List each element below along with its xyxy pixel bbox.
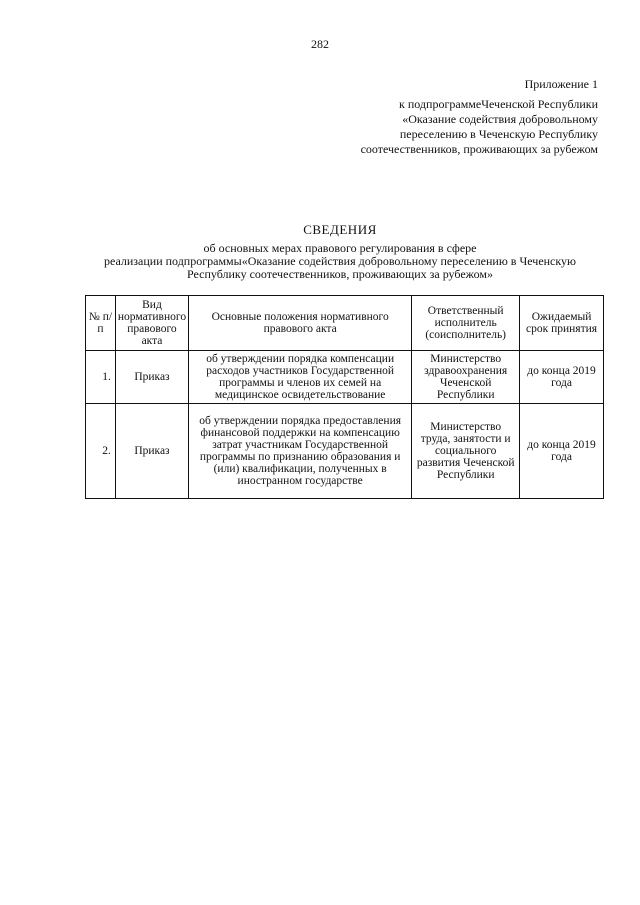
header-executor: Ответственный исполнитель (соисполнитель) <box>412 296 520 351</box>
table-header-row <box>86 296 604 351</box>
cell-number: 2. <box>86 404 116 499</box>
document-subtitle-line: об основных мерах правового регулирования в сфере <box>203 241 477 255</box>
document-title: СВЕДЕНИЯ <box>303 222 377 237</box>
appendix-title: Приложение 1 <box>524 77 598 91</box>
appendix-line: переселению в Чеченскую Республику <box>399 127 598 141</box>
page-number: 282 <box>311 37 329 51</box>
measures-table <box>85 295 604 499</box>
document-subtitle-line: Республику соотечественников, проживающих за рубежом» <box>186 267 494 281</box>
header-number: № п/п <box>86 296 116 351</box>
table-row <box>86 351 604 404</box>
cell-executor: Министерство труда, занятости и социального развития Чеченской Республики <box>412 404 520 499</box>
appendix-line: к подпрограммеЧеченской Республики <box>399 97 598 111</box>
appendix-block <box>361 77 598 157</box>
table-row <box>86 404 604 499</box>
cell-deadline: до конца 2019 года <box>520 404 604 499</box>
document-heading <box>0 222 640 281</box>
appendix-line: соотечественников, проживающих за рубежом <box>360 142 598 156</box>
cell-provisions: об утверждении порядка компенсации расходов участников Государственной программы и членов их семей на медицинское освидетельствование <box>189 351 412 404</box>
cell-act-type: Приказ <box>115 404 188 499</box>
header-provisions: Основные положения нормативного правового акта <box>189 296 412 351</box>
appendix-line: «Оказание содействия добровольному <box>402 112 598 126</box>
cell-provisions: об утверждении порядка предоставления финансовой поддержки на компенсацию затрат участникам Государственной программы по признанию образования и (или) квалификации, полученных в иностранном государстве <box>189 404 412 499</box>
cell-number: 1. <box>86 351 116 404</box>
header-deadline: Ожидаемый срок принятия <box>520 296 604 351</box>
cell-deadline: до конца 2019 года <box>520 351 604 404</box>
cell-executor: Министерство здравоохранения Чеченской Республики <box>412 351 520 404</box>
cell-act-type: Приказ <box>115 351 188 404</box>
document-subtitle-line: реализации подпрограммы«Оказание содействия добровольному переселению в Чеченскую <box>103 254 577 268</box>
header-act-type: Вид нормативного правового акта <box>115 296 188 351</box>
